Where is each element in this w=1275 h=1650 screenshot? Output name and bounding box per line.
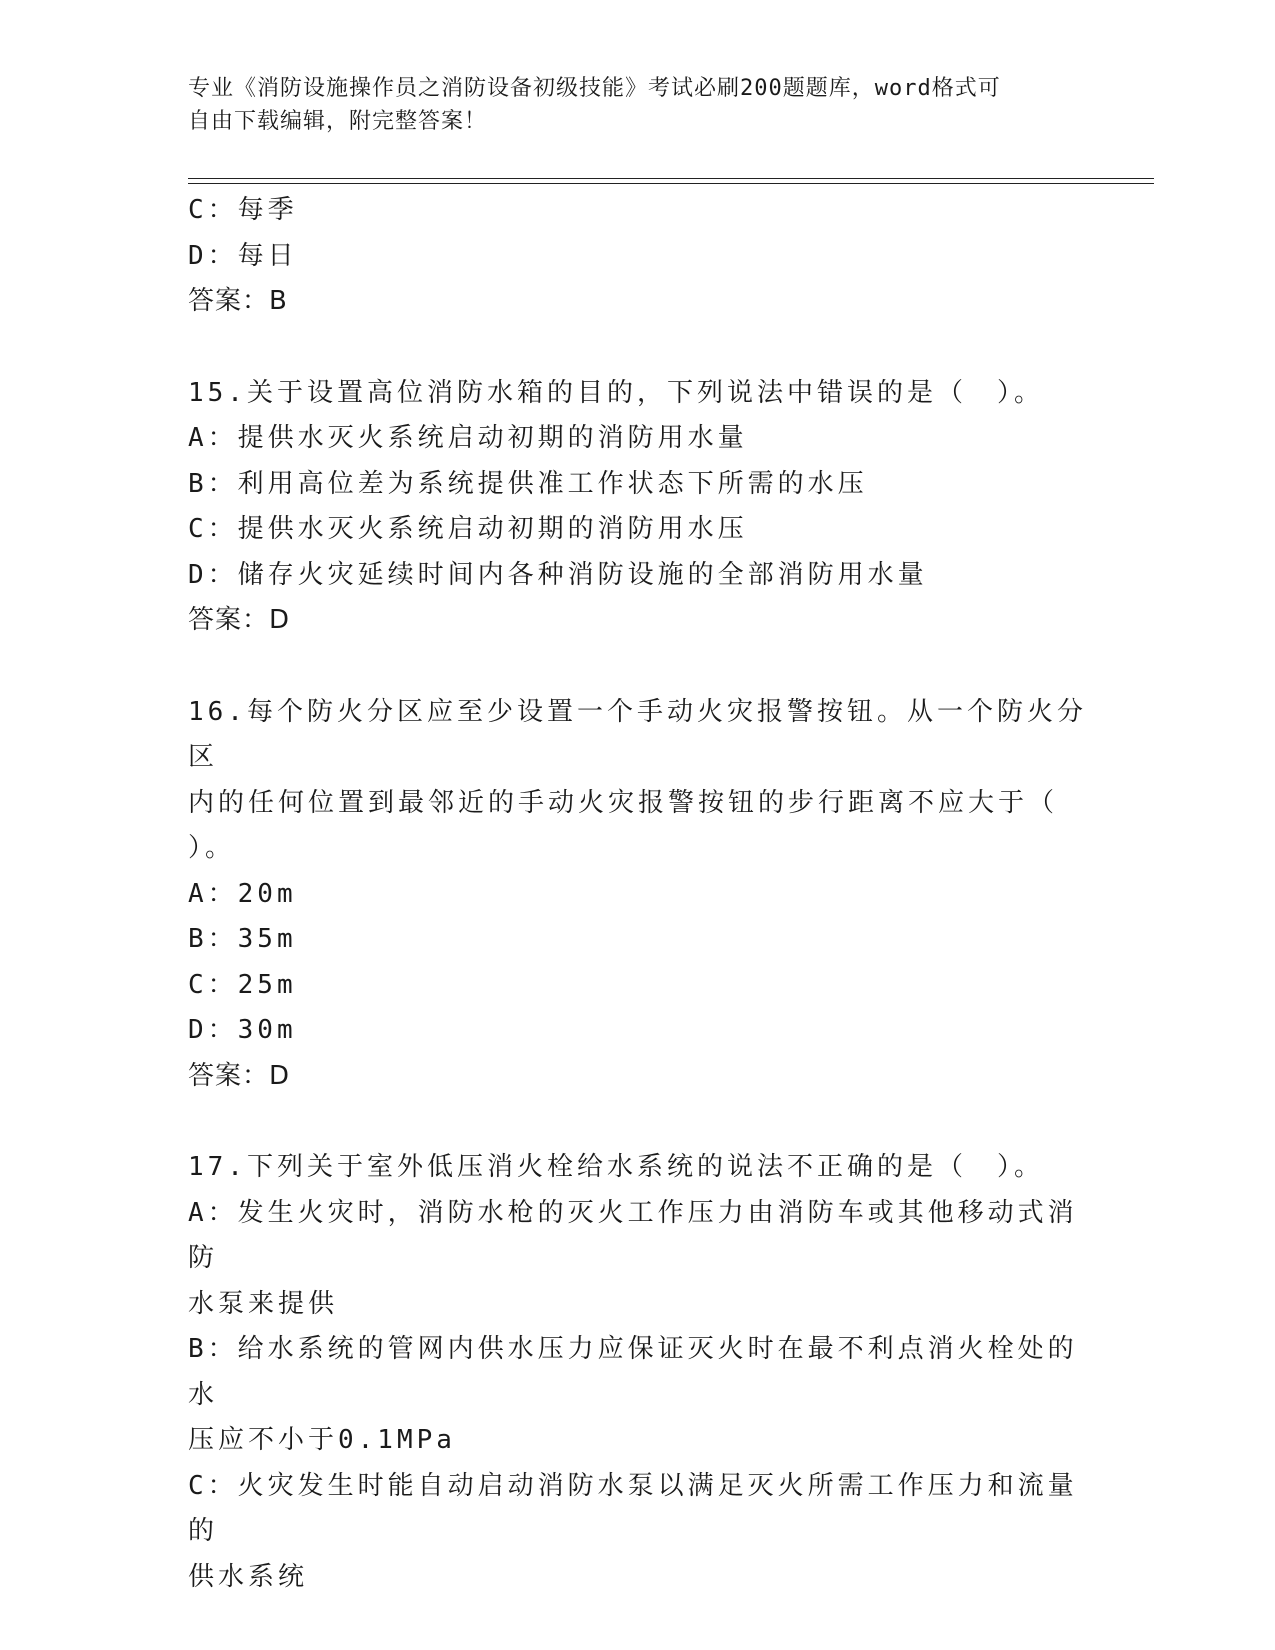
question-15 — [188, 371, 1088, 644]
answer-label: 答案：B — [188, 286, 288, 316]
question-stem: 17.下列关于室外低压消火栓给水系统的说法不正确的是（ ）。 — [188, 1152, 1044, 1182]
option-d: D：储存火灾延续时间内各种消防设施的全部消防用水量 — [188, 559, 928, 590]
option-d: D：每日 — [188, 240, 298, 271]
question-16 — [188, 690, 1088, 1100]
option-c: C：提供水灭火系统启动初期的消防用水压 — [188, 514, 748, 544]
option-a-continued: 水泵来提供 — [188, 1288, 339, 1319]
header-line-1: 专业《消防设施操作员之消防设备初级技能》考试必刷200题题库，word格式可 — [188, 76, 1001, 101]
question-stem: 15.关于设置高位消防水箱的目的，下列说法中错误的是（ ）。 — [188, 377, 1044, 408]
answer-label: 答案：D — [188, 605, 291, 635]
option-a: A：20m — [188, 878, 297, 909]
option-b-continued: 压应不小于0.1MPa — [188, 1425, 456, 1455]
header-rule-top — [188, 178, 1154, 179]
document-header — [188, 72, 1068, 138]
header-rule-bottom — [188, 183, 1154, 184]
option-b: B：给水系统的管网内供水压力应保证灭火时在最不利点消火栓处的水 — [188, 1334, 1078, 1410]
header-line-2: 自由下载编辑，附完整答案！ — [188, 109, 488, 134]
option-d: D：30m — [188, 1015, 297, 1045]
option-a: A：提供水灭火系统启动初期的消防用水量 — [188, 423, 748, 453]
question-17 — [188, 1145, 1088, 1600]
question-stem: 16.每个防火分区应至少设置一个手动火灾报警按钮。从一个防火分区 — [188, 696, 1087, 772]
question-stem-end: ）。 — [188, 833, 236, 863]
option-c-continued: 供水系统 — [188, 1561, 309, 1592]
option-c: C：火灾发生时能自动启动消防水泵以满足灭火所需工作压力和流量的 — [188, 1470, 1078, 1546]
option-b: B：利用高位差为系统提供准工作状态下所需的水压 — [188, 468, 868, 499]
option-b: B：35m — [188, 924, 297, 954]
option-c: C：每季 — [188, 195, 298, 225]
document-body — [188, 188, 1088, 1600]
option-c: C：25m — [188, 969, 297, 1000]
answer-label: 答案：D — [188, 1060, 291, 1091]
option-a: A：发生火灾时，消防水枪的灭火工作压力由消防车或其他移动式消防 — [188, 1197, 1078, 1273]
question-14-continuation — [188, 188, 1088, 325]
question-stem-continued: 内的任何位置到最邻近的手动火灾报警按钮的步行距离不应大于（ — [188, 787, 1059, 818]
